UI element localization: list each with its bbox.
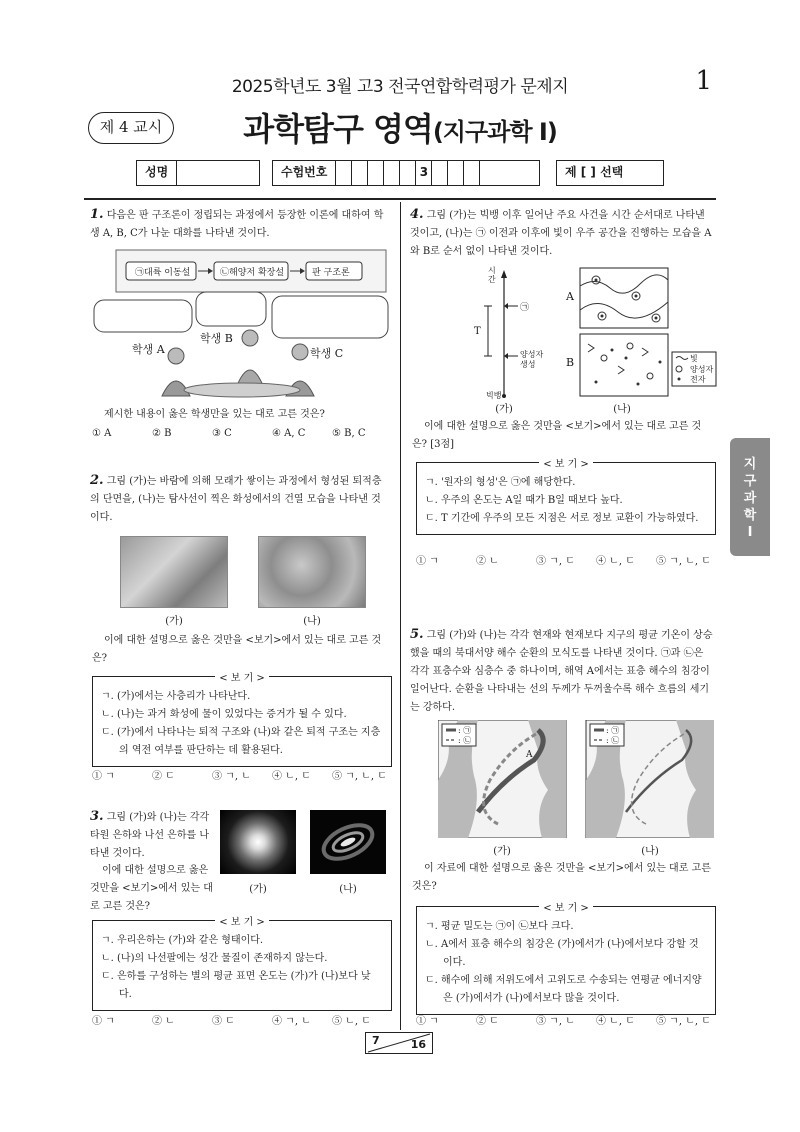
choice-4[interactable]: ④ A, C (272, 428, 306, 439)
timeline-start: 빅뱅 (486, 391, 502, 400)
q3-caption-na: (나) (339, 884, 357, 895)
choice-2[interactable]: ② ㄴ (152, 1016, 175, 1027)
question-5-text: 그림 (가)와 (나)는 각각 현재와 현재보다 지구의 평균 기온이 상승했을 때의 북대서양 해수 순환의 모식도를 나타낸 것이다. ㉠과 ㉡은 각각 표층수와 심층수 중 하나이며, 해역 A에서는 표층 해수의 침강이 일어난다. 순환을 나타내는 선의 두께가 두꺼울수록 해수 흐름의 세기는 강하다. (410, 630, 713, 713)
bogi-item: ㄱ. 우리은하는 (가)와 같은 형태이다. (101, 935, 264, 946)
exam-header-title: 2025학년도 3월 고3 전국연합학력평가 문제지 (231, 77, 569, 97)
bogi-title-text: < 보 기 > (539, 903, 593, 914)
question-2-bogi-box (92, 673, 392, 767)
choice-5[interactable]: ⑤ B, C (332, 428, 366, 439)
q2-caption-na: (나) (303, 616, 321, 627)
question-3-choices (92, 1012, 392, 1027)
q5-caption-ga: (가) (493, 846, 511, 857)
map-legend-deep: : ㉡ (606, 736, 620, 745)
board-item-seafloor-spreading: ㉡해양저 확장설 (220, 268, 285, 278)
question-4-prompt: 이에 대한 설명으로 옳은 것만을 <보기>에서 있는 대로 고른 것은? [3점] (412, 421, 702, 450)
board-item-continental-drift: ㉠대륙 이동설 (135, 268, 191, 278)
choice-5[interactable]: ⑤ ㄱ, ㄴ, ㄷ (656, 556, 711, 567)
question-5-choices (416, 1012, 716, 1027)
page-footer-counter (365, 1032, 433, 1054)
question-2-choices (92, 767, 392, 782)
question-2-prompt: 이에 대한 설명으로 옳은 것만을 <보기>에서 있는 대로 고른 것은? (92, 635, 382, 664)
question-5-bogi-box (416, 903, 716, 1015)
choice-4[interactable]: ④ ㄴ, ㄷ (596, 556, 635, 567)
question-2-number: 2. (90, 473, 104, 488)
student-c-label: 학생 C (310, 347, 344, 360)
question-2-stem (90, 472, 390, 527)
bogi-title-text: < 보 기 > (215, 917, 269, 928)
legend-electron: 전자 (690, 375, 706, 384)
question-4-choices (416, 552, 716, 567)
choice-5[interactable]: ⑤ ㄱ, ㄴ, ㄷ (332, 771, 387, 782)
spiral-galaxy-image (310, 810, 386, 874)
header-rule (84, 198, 716, 200)
map-region-a: A (526, 750, 533, 760)
choice-1[interactable]: ① A (92, 428, 112, 439)
choice-4[interactable]: ④ ㄴ, ㄷ (272, 771, 311, 782)
bogi-item: ㄷ. T 기간에 우주의 모든 지점은 서로 정보 교환이 가능하였다. (425, 513, 699, 524)
bogi-item: ㄷ. (가)에서 나타나는 퇴적 구조와 (나)와 같은 퇴적 구조는 지층의 역전 여부를 판단하는 데 활용된다. (101, 727, 381, 756)
side-tab-char: 지 (743, 457, 757, 472)
choice-1[interactable]: ① ㄱ (92, 771, 115, 782)
panel-b-label: B (566, 356, 575, 369)
question-1-text: 다음은 판 구조론이 정립되는 과정에서 등장한 이론에 대하여 학생 A, B, C가 나눈 대화를 나타낸 것이다. (90, 210, 384, 239)
cross-bedding-photo (120, 536, 228, 608)
question-3-number: 3. (90, 809, 104, 824)
map-legend-surface: : ㉠ (458, 726, 472, 735)
exam-digit-cell[interactable] (400, 161, 416, 185)
name-box (136, 160, 260, 186)
choice-5[interactable]: ⑤ ㄱ, ㄴ, ㄷ (656, 1016, 711, 1027)
q5-caption-na: (나) (641, 846, 659, 857)
choice-2[interactable]: ② ㄷ (152, 771, 175, 782)
bogi-item: ㄴ. 우주의 온도는 A일 때가 B일 때보다 높다. (425, 495, 623, 506)
choice-3[interactable]: ③ ㄱ, ㄴ (212, 771, 251, 782)
timeline-axis-label: 시간 (488, 266, 496, 284)
column-divider (400, 202, 401, 1030)
choice-2[interactable]: ② ㄷ (476, 1016, 499, 1027)
choice-3[interactable]: ③ ㄱ, ㄴ (536, 1016, 575, 1027)
choice-5[interactable]: ⑤ ㄴ, ㄷ (332, 1016, 371, 1027)
map-legend-surface: : ㉠ (606, 726, 620, 735)
name-field[interactable] (177, 161, 259, 185)
legend-light: 빛 (690, 354, 698, 363)
student-b-label: 학생 B (200, 332, 233, 345)
question-1-number: 1. (90, 207, 104, 222)
bogi-title-text: < 보 기 > (539, 459, 593, 470)
choice-2[interactable]: ② B (152, 428, 172, 439)
question-4-text: 그림 (가)는 빅뱅 이후 일어난 주요 사건을 시간 순서대로 나타낸 것이고, (나)는 ㉠ 이전과 이후에 빛이 우주 공간을 진행하는 모습을 A와 B로 순서 없이 나타낸 것이다. (410, 210, 712, 257)
timeline-event-1: ㉠ (520, 303, 530, 313)
exam-digit-cell[interactable] (480, 161, 539, 185)
exam-digit-cell[interactable] (368, 161, 384, 185)
timeline-event-2: 양성자 생성 (520, 350, 544, 369)
student-a-label: 학생 A (132, 343, 165, 356)
question-3-stem (90, 808, 214, 863)
map-legend-deep: : ㉡ (458, 736, 472, 745)
exam-digit-cell[interactable] (448, 161, 464, 185)
question-1-prompt: 제시한 내용이 옳은 학생만을 있는 대로 고른 것은? (104, 409, 325, 420)
question-5-prompt: 이 자료에 대한 설명으로 옳은 것만을 <보기>에서 있는 대로 고른 것은? (412, 863, 711, 892)
bogi-title (417, 900, 715, 918)
bogi-item: ㄱ. 평균 밀도는 ㉠이 ㉡보다 크다. (425, 921, 574, 932)
ocean-circulation-maps (438, 720, 714, 838)
exam-number-box (272, 160, 540, 186)
q3-caption-ga: (가) (249, 884, 267, 895)
bogi-item: ㄴ. A에서 표층 해수의 침강은 (가)에서가 (나)에서보다 강할 것이다. (425, 939, 699, 968)
exam-digit-cell[interactable] (384, 161, 400, 185)
elliptical-galaxy-image (220, 810, 296, 874)
choice-3[interactable]: ③ C (212, 428, 232, 439)
mud-crack-photo (258, 536, 366, 608)
choice-1[interactable]: ① ㄱ (416, 1016, 439, 1027)
question-3-prompt: 이에 대한 설명으로 옳은 것만을 <보기>에서 있는 대로 고른 것은? (90, 865, 213, 912)
q2-caption-ga: (가) (165, 616, 183, 627)
question-3-text: 그림 (가)와 (나)는 각각 타원 은하와 나선 은하를 나타낸 것이다. (90, 812, 210, 859)
side-tab-char: 과 (743, 491, 757, 506)
bogi-item: ㄱ. '원자의 형성'은 ㉠에 해당한다. (425, 477, 576, 488)
subject-main: 과학탐구 영역 (243, 110, 433, 148)
exam-digit-cell: 3 (416, 161, 432, 185)
timeline-span: T (474, 326, 481, 337)
question-5-stem (410, 626, 716, 717)
board-item-plate-tectonics: 판 구조론 (312, 268, 350, 278)
exam-digit-cell[interactable] (464, 161, 480, 185)
bogi-item: ㄷ. 은하를 구성하는 별의 평균 표면 온도는 (가)가 (나)보다 낮다. (101, 971, 371, 1000)
exam-digit-cell[interactable] (432, 161, 448, 185)
question-2-text: 그림 (가)는 바람에 의해 모래가 쌓이는 과정에서 형성된 퇴적층의 단면을, (나)는 탐사선이 찍은 화성에서의 건열 모습을 나타낸 것이다. (90, 476, 382, 523)
subject-title (0, 104, 800, 150)
subject-side-tab (730, 438, 770, 556)
question-4-number: 4. (410, 207, 424, 222)
panel-a-label: A (566, 290, 574, 303)
choice-3[interactable]: ③ ㄱ, ㄷ (536, 556, 575, 567)
question-4-stem (410, 206, 716, 261)
choice-4[interactable]: ④ ㄱ, ㄴ (272, 1016, 311, 1027)
subject-sub: (지구과학 Ⅰ) (432, 118, 557, 146)
question-5-number: 5. (410, 627, 424, 642)
q4-caption-na: (나) (613, 404, 631, 415)
bogi-title-text: < 보 기 > (215, 673, 269, 684)
choice-3[interactable]: ③ ㄷ (212, 1016, 235, 1027)
selection-box (556, 160, 664, 186)
exam-digit-cell[interactable] (352, 161, 368, 185)
bogi-title (93, 914, 391, 932)
period-badge: 제 4 교시 (88, 112, 174, 144)
footer-current-page: 7 (372, 1034, 380, 1047)
bogi-title (93, 670, 391, 688)
choice-1[interactable]: ① ㄱ (416, 556, 439, 567)
bogi-item: ㄱ. (가)에서는 사층리가 나타난다. (101, 691, 251, 702)
choice-1[interactable]: ① ㄱ (92, 1016, 115, 1027)
name-label: 성명 (137, 161, 177, 185)
bogi-item: ㄴ. (나)는 과거 화성에 물이 있었다는 증거가 될 수 있다. (101, 709, 347, 720)
exam-digit-cell[interactable] (336, 161, 352, 185)
question-4-bogi-box (416, 459, 716, 535)
exam-number-label: 수험번호 (273, 161, 336, 185)
q4-caption-ga: (가) (495, 404, 513, 415)
bogi-item: ㄷ. 해수에 의해 저위도에서 고위도로 수송되는 연평균 에너지양은 (가)에서가 (나)에서보다 많을 것이다. (425, 975, 702, 1004)
question-1-choices (92, 428, 392, 439)
side-tab-char: Ⅰ (747, 525, 753, 540)
question-3-bogi-box (92, 917, 392, 1011)
legend-proton: 양성자 (690, 365, 714, 374)
choice-2[interactable]: ② ㄴ (476, 556, 499, 567)
side-tab-char: 구 (743, 474, 757, 489)
bogi-item: ㄴ. (나)의 나선팔에는 성간 물질이 존재하지 않는다. (101, 953, 328, 964)
footer-total-pages: 16 (410, 1038, 426, 1051)
bogi-title (417, 456, 715, 474)
choice-4[interactable]: ④ ㄴ, ㄷ (596, 1016, 635, 1027)
question-1-stem (90, 206, 390, 243)
selection-label: 제 [ ] 선택 (565, 165, 624, 179)
page-number: 1 (695, 66, 712, 96)
side-tab-char: 학 (743, 508, 757, 523)
